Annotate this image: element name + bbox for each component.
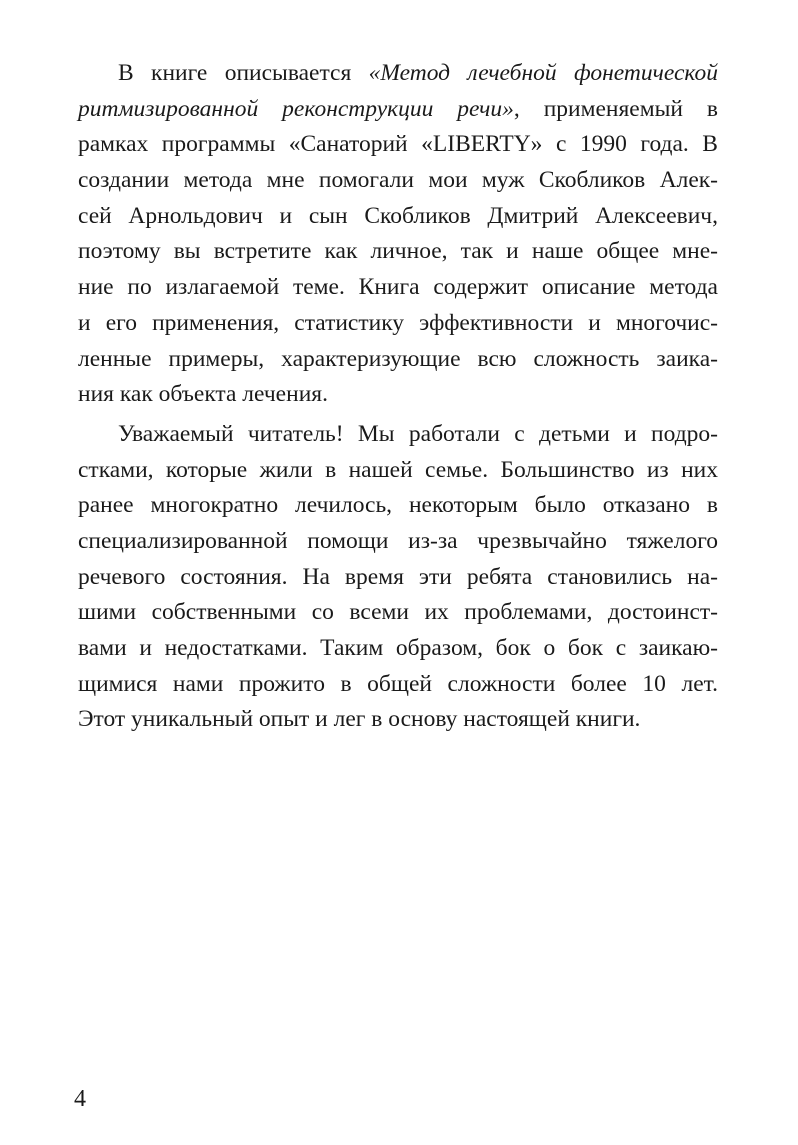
paragraph-intro <box>78 56 718 413</box>
text-line: рамках программы «Санаторий «LIBERTY» с 1990 года. В <box>78 131 718 158</box>
text-line: сей Арнольдович и сын Скобликов Дмитрий Алексеевич, <box>78 202 718 229</box>
paragraph-reader-address <box>78 417 718 738</box>
text-line: ранее многократно лечилось, некоторым было отказано в <box>78 492 718 519</box>
method-title-italic: «Метод лечебной фонетической <box>368 60 718 86</box>
text-run: , применяемый в <box>513 95 719 122</box>
text-line: ние по излагаемой теме. Книга содержит описание метода <box>78 274 718 301</box>
text-line <box>78 56 718 92</box>
text-line: ленные примеры, характеризующие всю сложность заика- <box>78 345 718 372</box>
text-line: Этот уникальный опыт и лег в основу настоящей книги. <box>78 706 641 733</box>
text-line: стками, которые жили в нашей семье. Большинство из них <box>78 456 718 483</box>
method-title-italic: ритмизированной реконструкции речи» <box>78 95 514 122</box>
body-text <box>78 56 718 738</box>
text-line: щимися нами прожито в общей сложности более 10 лет. <box>78 670 718 697</box>
text-line: специализированной помощи из-за чрезвычайно тяжелого <box>78 527 718 554</box>
text-line: создании метода мне помогали мои муж Скобликов Алек- <box>78 167 718 194</box>
page-number: 4 <box>74 1086 86 1112</box>
text-line: вами и недостатками. Таким образом, бок о бок с заикаю- <box>78 635 718 661</box>
text-line: шими собственными со всеми их проблемами, достоинст- <box>78 599 718 626</box>
text-line: и его применения, статистику эффективности и многочис- <box>78 309 718 336</box>
text-run: В книге описывается <box>118 60 369 86</box>
text-line: поэтому вы встретите как личное, так и наше общее мне- <box>78 238 718 265</box>
text-line: Уважаемый читатель! Мы работали с детьми и подро- <box>118 420 718 447</box>
text-line: ния как объекта лечения. <box>78 381 328 408</box>
text-line: речевого состояния. На время эти ребята становились на- <box>78 563 718 590</box>
text-line <box>78 92 718 128</box>
